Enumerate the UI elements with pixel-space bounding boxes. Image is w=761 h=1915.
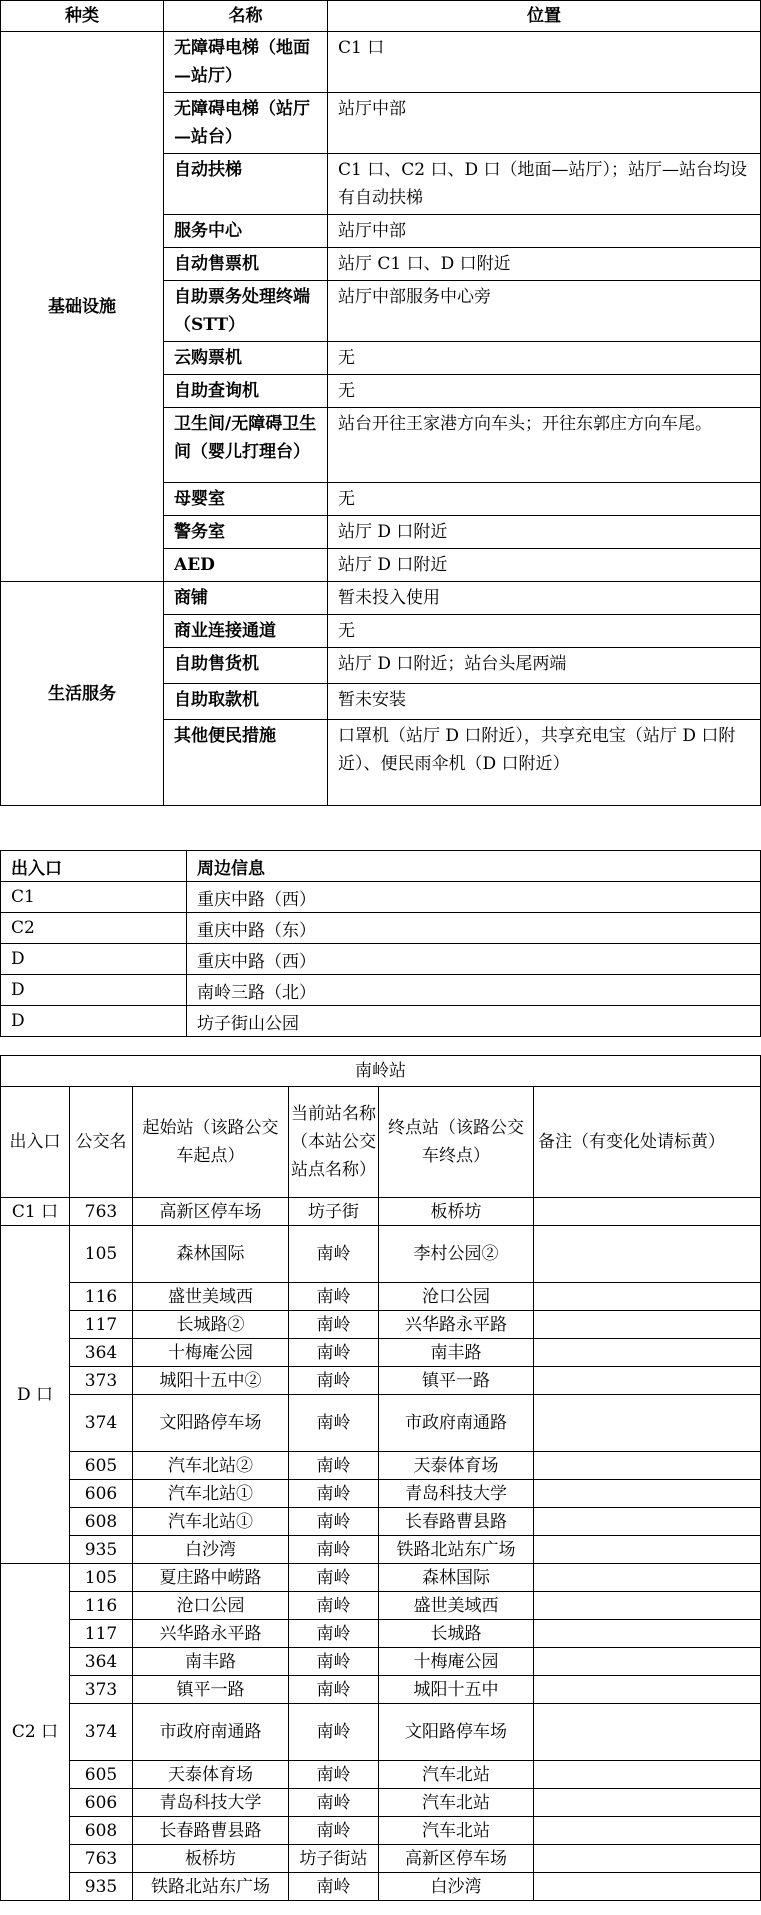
- bus-body: [1, 1056, 761, 1901]
- bus-note: [534, 1592, 761, 1620]
- bus-end: 城阳十五中: [379, 1676, 534, 1704]
- bus-line: 608: [70, 1817, 133, 1845]
- bus-end: 镇平一路: [379, 1367, 534, 1395]
- facility-location: 站厅 C1 口、D 口附近: [328, 248, 761, 281]
- exit-row: [1, 882, 761, 913]
- bus-row: [1, 1480, 761, 1508]
- facility-name: 母婴室: [164, 483, 328, 516]
- bus-start: 南丰路: [133, 1648, 289, 1676]
- bus-current: 南岭: [289, 1339, 379, 1367]
- bus-line: 763: [70, 1198, 133, 1226]
- bus-row: [1, 1508, 761, 1536]
- bus-row: [1, 1873, 761, 1901]
- bus-start: 板桥坊: [133, 1845, 289, 1873]
- header-category: 种类: [1, 1, 164, 32]
- bus-end: 兴华路永平路: [379, 1311, 534, 1339]
- bus-end: 森林国际: [379, 1564, 534, 1592]
- bus-start: 镇平一路: [133, 1676, 289, 1704]
- bus-end: 板桥坊: [379, 1198, 534, 1226]
- bus-line: 373: [70, 1676, 133, 1704]
- bus-line: 605: [70, 1452, 133, 1480]
- bus-end: 汽车北站: [379, 1817, 534, 1845]
- bus-row: [1, 1789, 761, 1817]
- bus-line: 117: [70, 1311, 133, 1339]
- bus-start: 森林国际: [133, 1226, 289, 1283]
- facility-name: 自动售票机: [164, 248, 328, 281]
- exit-info: 南岭三路（北）: [187, 975, 761, 1006]
- bus-end: 天泰体育场: [379, 1452, 534, 1480]
- facility-location: 无: [328, 615, 761, 648]
- bus-end: 高新区停车场: [379, 1845, 534, 1873]
- bus-current: 坊子街: [289, 1198, 379, 1226]
- exits-header-row: [1, 851, 761, 882]
- bus-end: 盛世美域西: [379, 1592, 534, 1620]
- bus-row: [1, 1226, 761, 1283]
- facility-location: 站厅中部服务中心旁: [328, 281, 761, 342]
- bus-current: 南岭: [289, 1564, 379, 1592]
- bus-row: [1, 1339, 761, 1367]
- exit-code: D: [1, 975, 187, 1006]
- bus-note: [534, 1817, 761, 1845]
- bus-note: [534, 1873, 761, 1901]
- bus-current: 南岭: [289, 1367, 379, 1395]
- bus-line: 606: [70, 1789, 133, 1817]
- bus-end: 汽车北站: [379, 1761, 534, 1789]
- bus-line: 364: [70, 1648, 133, 1676]
- bus-row: [1, 1676, 761, 1704]
- facility-name: 商铺: [164, 582, 328, 615]
- bus-end: 文阳路停车场: [379, 1704, 534, 1761]
- bus-current: 南岭: [289, 1873, 379, 1901]
- facility-location: 站厅 D 口附近: [328, 549, 761, 582]
- exit-code: D: [1, 944, 187, 975]
- bus-note: [534, 1648, 761, 1676]
- bus-current: 南岭: [289, 1311, 379, 1339]
- bus-line: 116: [70, 1283, 133, 1311]
- facility-location: 站厅中部: [328, 215, 761, 248]
- facility-location: 暂未安装: [328, 684, 761, 720]
- bus-note: [534, 1704, 761, 1761]
- bus-start: 青岛科技大学: [133, 1789, 289, 1817]
- header-exit: 出入口: [1, 851, 187, 882]
- facility-location: 站厅中部: [328, 93, 761, 154]
- bus-line: 605: [70, 1761, 133, 1789]
- bus-start: 高新区停车场: [133, 1198, 289, 1226]
- header-bus-current: 当前站名称（本站公交站点名称）: [289, 1087, 379, 1198]
- bus-row: [1, 1452, 761, 1480]
- bus-current: 南岭: [289, 1676, 379, 1704]
- bus-note: [534, 1508, 761, 1536]
- exits-table: [0, 850, 761, 1037]
- exit-row: [1, 1006, 761, 1037]
- facility-location: 暂未投入使用: [328, 582, 761, 615]
- bus-end: 长城路: [379, 1620, 534, 1648]
- facility-name: 无障碍电梯（地面—站厅）: [164, 32, 328, 93]
- bus-note: [534, 1226, 761, 1283]
- bus-row: [1, 1283, 761, 1311]
- facility-name: 警务室: [164, 516, 328, 549]
- bus-row: [1, 1704, 761, 1761]
- bus-end: 白沙湾: [379, 1873, 534, 1901]
- facility-name: 服务中心: [164, 215, 328, 248]
- bus-current: 南岭: [289, 1480, 379, 1508]
- bus-row: [1, 1845, 761, 1873]
- facility-row: [1, 582, 761, 615]
- bus-line: 117: [70, 1620, 133, 1648]
- facilities-header-row: [1, 1, 761, 32]
- bus-line: 374: [70, 1704, 133, 1761]
- bus-start: 长城路②: [133, 1311, 289, 1339]
- bus-end: 十梅庵公园: [379, 1648, 534, 1676]
- bus-note: [534, 1311, 761, 1339]
- bus-end: 铁路北站东广场: [379, 1536, 534, 1564]
- bus-current: 南岭: [289, 1620, 379, 1648]
- bus-row: [1, 1648, 761, 1676]
- exits-body: [1, 882, 761, 1037]
- header-bus-line: 公交名: [70, 1087, 133, 1198]
- bus-line: 105: [70, 1226, 133, 1283]
- bus-start: 文阳路停车场: [133, 1395, 289, 1452]
- bus-start: 兴华路永平路: [133, 1620, 289, 1648]
- bus-current: 南岭: [289, 1789, 379, 1817]
- facility-location: C1 口、C2 口、D 口（地面—站厅）；站厅—站台均设有自动扶梯: [328, 154, 761, 215]
- bus-note: [534, 1339, 761, 1367]
- bus-note: [534, 1564, 761, 1592]
- bus-note: [534, 1395, 761, 1452]
- facility-category: 生活服务: [1, 582, 164, 806]
- bus-row: [1, 1395, 761, 1452]
- bus-row: [1, 1564, 761, 1592]
- bus-line: 373: [70, 1367, 133, 1395]
- bus-row: [1, 1761, 761, 1789]
- header-bus-note: 备注（有变化处请标黄）: [534, 1087, 761, 1198]
- exit-row: [1, 975, 761, 1006]
- bus-current: 南岭: [289, 1226, 379, 1283]
- header-location: 位置: [328, 1, 761, 32]
- bus-start: 汽车北站②: [133, 1452, 289, 1480]
- bus-end: 南丰路: [379, 1339, 534, 1367]
- bus-start: 沧口公园: [133, 1592, 289, 1620]
- exit-info: 重庆中路（西）: [187, 944, 761, 975]
- facility-name: 自动扶梯: [164, 154, 328, 215]
- facility-name: 自助售货机: [164, 648, 328, 684]
- header-bus-exit: 出入口: [1, 1087, 70, 1198]
- header-surroundings: 周边信息: [187, 851, 761, 882]
- bus-row: [1, 1367, 761, 1395]
- facility-location: 无: [328, 483, 761, 516]
- bus-start: 盛世美域西: [133, 1283, 289, 1311]
- bus-current: 南岭: [289, 1817, 379, 1845]
- bus-note: [534, 1452, 761, 1480]
- bus-line: 606: [70, 1480, 133, 1508]
- bus-exit: C1 口: [1, 1198, 70, 1226]
- bus-start: 夏庄路中崂路: [133, 1564, 289, 1592]
- bus-end: 汽车北站: [379, 1789, 534, 1817]
- bus-note: [534, 1198, 761, 1226]
- bus-start: 白沙湾: [133, 1536, 289, 1564]
- bus-note: [534, 1676, 761, 1704]
- bus-exit: C2 口: [1, 1564, 70, 1901]
- facility-location: 无: [328, 375, 761, 408]
- bus-note: [534, 1789, 761, 1817]
- bus-start: 长春路曹县路: [133, 1817, 289, 1845]
- bus-start: 汽车北站①: [133, 1508, 289, 1536]
- bus-current: 南岭: [289, 1508, 379, 1536]
- exit-info: 坊子街山公园: [187, 1006, 761, 1037]
- bus-current: 南岭: [289, 1761, 379, 1789]
- facility-name: 自助查询机: [164, 375, 328, 408]
- exit-code: C1: [1, 882, 187, 913]
- header-name: 名称: [164, 1, 328, 32]
- bus-current: 南岭: [289, 1452, 379, 1480]
- facility-name: 自助取款机: [164, 684, 328, 720]
- header-bus-end: 终点站（该路公交车终点）: [379, 1087, 534, 1198]
- bus-note: [534, 1536, 761, 1564]
- bus-start: 十梅庵公园: [133, 1339, 289, 1367]
- bus-line: 935: [70, 1536, 133, 1564]
- bus-end: 沧口公园: [379, 1283, 534, 1311]
- bus-end: 长春路曹县路: [379, 1508, 534, 1536]
- bus-line: 105: [70, 1564, 133, 1592]
- facilities-body: [1, 32, 761, 806]
- bus-current: 南岭: [289, 1648, 379, 1676]
- facility-name: 商业连接通道: [164, 615, 328, 648]
- facility-category: 基础设施: [1, 32, 164, 582]
- facility-location: 无: [328, 342, 761, 375]
- facility-name: 其他便民措施: [164, 720, 328, 806]
- facility-name: 无障碍电梯（站厅—站台）: [164, 93, 328, 154]
- facility-name: AED: [164, 549, 328, 582]
- bus-table: [0, 1055, 761, 1901]
- bus-line: 116: [70, 1592, 133, 1620]
- bus-station-title: 南岭站: [1, 1056, 761, 1087]
- bus-note: [534, 1845, 761, 1873]
- bus-start: 市政府南通路: [133, 1704, 289, 1761]
- bus-row: [1, 1620, 761, 1648]
- bus-exit: D 口: [1, 1226, 70, 1564]
- bus-row: [1, 1311, 761, 1339]
- bus-note: [534, 1480, 761, 1508]
- bus-current: 南岭: [289, 1283, 379, 1311]
- bus-row: [1, 1198, 761, 1226]
- bus-end: 市政府南通路: [379, 1395, 534, 1452]
- bus-note: [534, 1620, 761, 1648]
- exit-code: C2: [1, 913, 187, 944]
- bus-end: 青岛科技大学: [379, 1480, 534, 1508]
- bus-line: 608: [70, 1508, 133, 1536]
- facility-name: 卫生间/无障碍卫生间（婴儿打理台）: [164, 408, 328, 483]
- bus-current: 南岭: [289, 1536, 379, 1564]
- exit-info: 重庆中路（东）: [187, 913, 761, 944]
- facility-location: 站厅 D 口附近: [328, 516, 761, 549]
- facility-name: 云购票机: [164, 342, 328, 375]
- bus-start: 天泰体育场: [133, 1761, 289, 1789]
- facility-row: [1, 32, 761, 93]
- bus-start: 铁路北站东广场: [133, 1873, 289, 1901]
- facility-name: 自助票务处理终端（STT）: [164, 281, 328, 342]
- bus-line: 374: [70, 1395, 133, 1452]
- facilities-table: [0, 0, 761, 806]
- bus-note: [534, 1367, 761, 1395]
- facility-location: 口罩机（站厅 D 口附近），共享充电宝（站厅 D 口附近）、便民雨伞机（D 口附近）: [328, 720, 761, 806]
- bus-current: 南岭: [289, 1395, 379, 1452]
- bus-end: 李村公园②: [379, 1226, 534, 1283]
- exit-info: 重庆中路（西）: [187, 882, 761, 913]
- bus-start: 汽车北站①: [133, 1480, 289, 1508]
- exit-row: [1, 913, 761, 944]
- bus-line: 935: [70, 1873, 133, 1901]
- exit-row: [1, 944, 761, 975]
- facility-location: C1 口: [328, 32, 761, 93]
- bus-current: 南岭: [289, 1592, 379, 1620]
- bus-line: 763: [70, 1845, 133, 1873]
- facility-location: 站厅 D 口附近；站台头尾两端: [328, 648, 761, 684]
- bus-start: 城阳十五中②: [133, 1367, 289, 1395]
- bus-title-row: [1, 1056, 761, 1087]
- bus-note: [534, 1283, 761, 1311]
- header-bus-start: 起始站（该路公交车起点）: [133, 1087, 289, 1198]
- bus-row: [1, 1592, 761, 1620]
- facility-location: 站台开往王家港方向车头；开往东郭庄方向车尾。: [328, 408, 761, 483]
- bus-row: [1, 1536, 761, 1564]
- bus-note: [534, 1761, 761, 1789]
- exit-code: D: [1, 1006, 187, 1037]
- bus-current: 坊子街站: [289, 1845, 379, 1873]
- bus-line: 364: [70, 1339, 133, 1367]
- bus-current: 南岭: [289, 1704, 379, 1761]
- bus-row: [1, 1817, 761, 1845]
- bus-header-row: [1, 1087, 761, 1198]
